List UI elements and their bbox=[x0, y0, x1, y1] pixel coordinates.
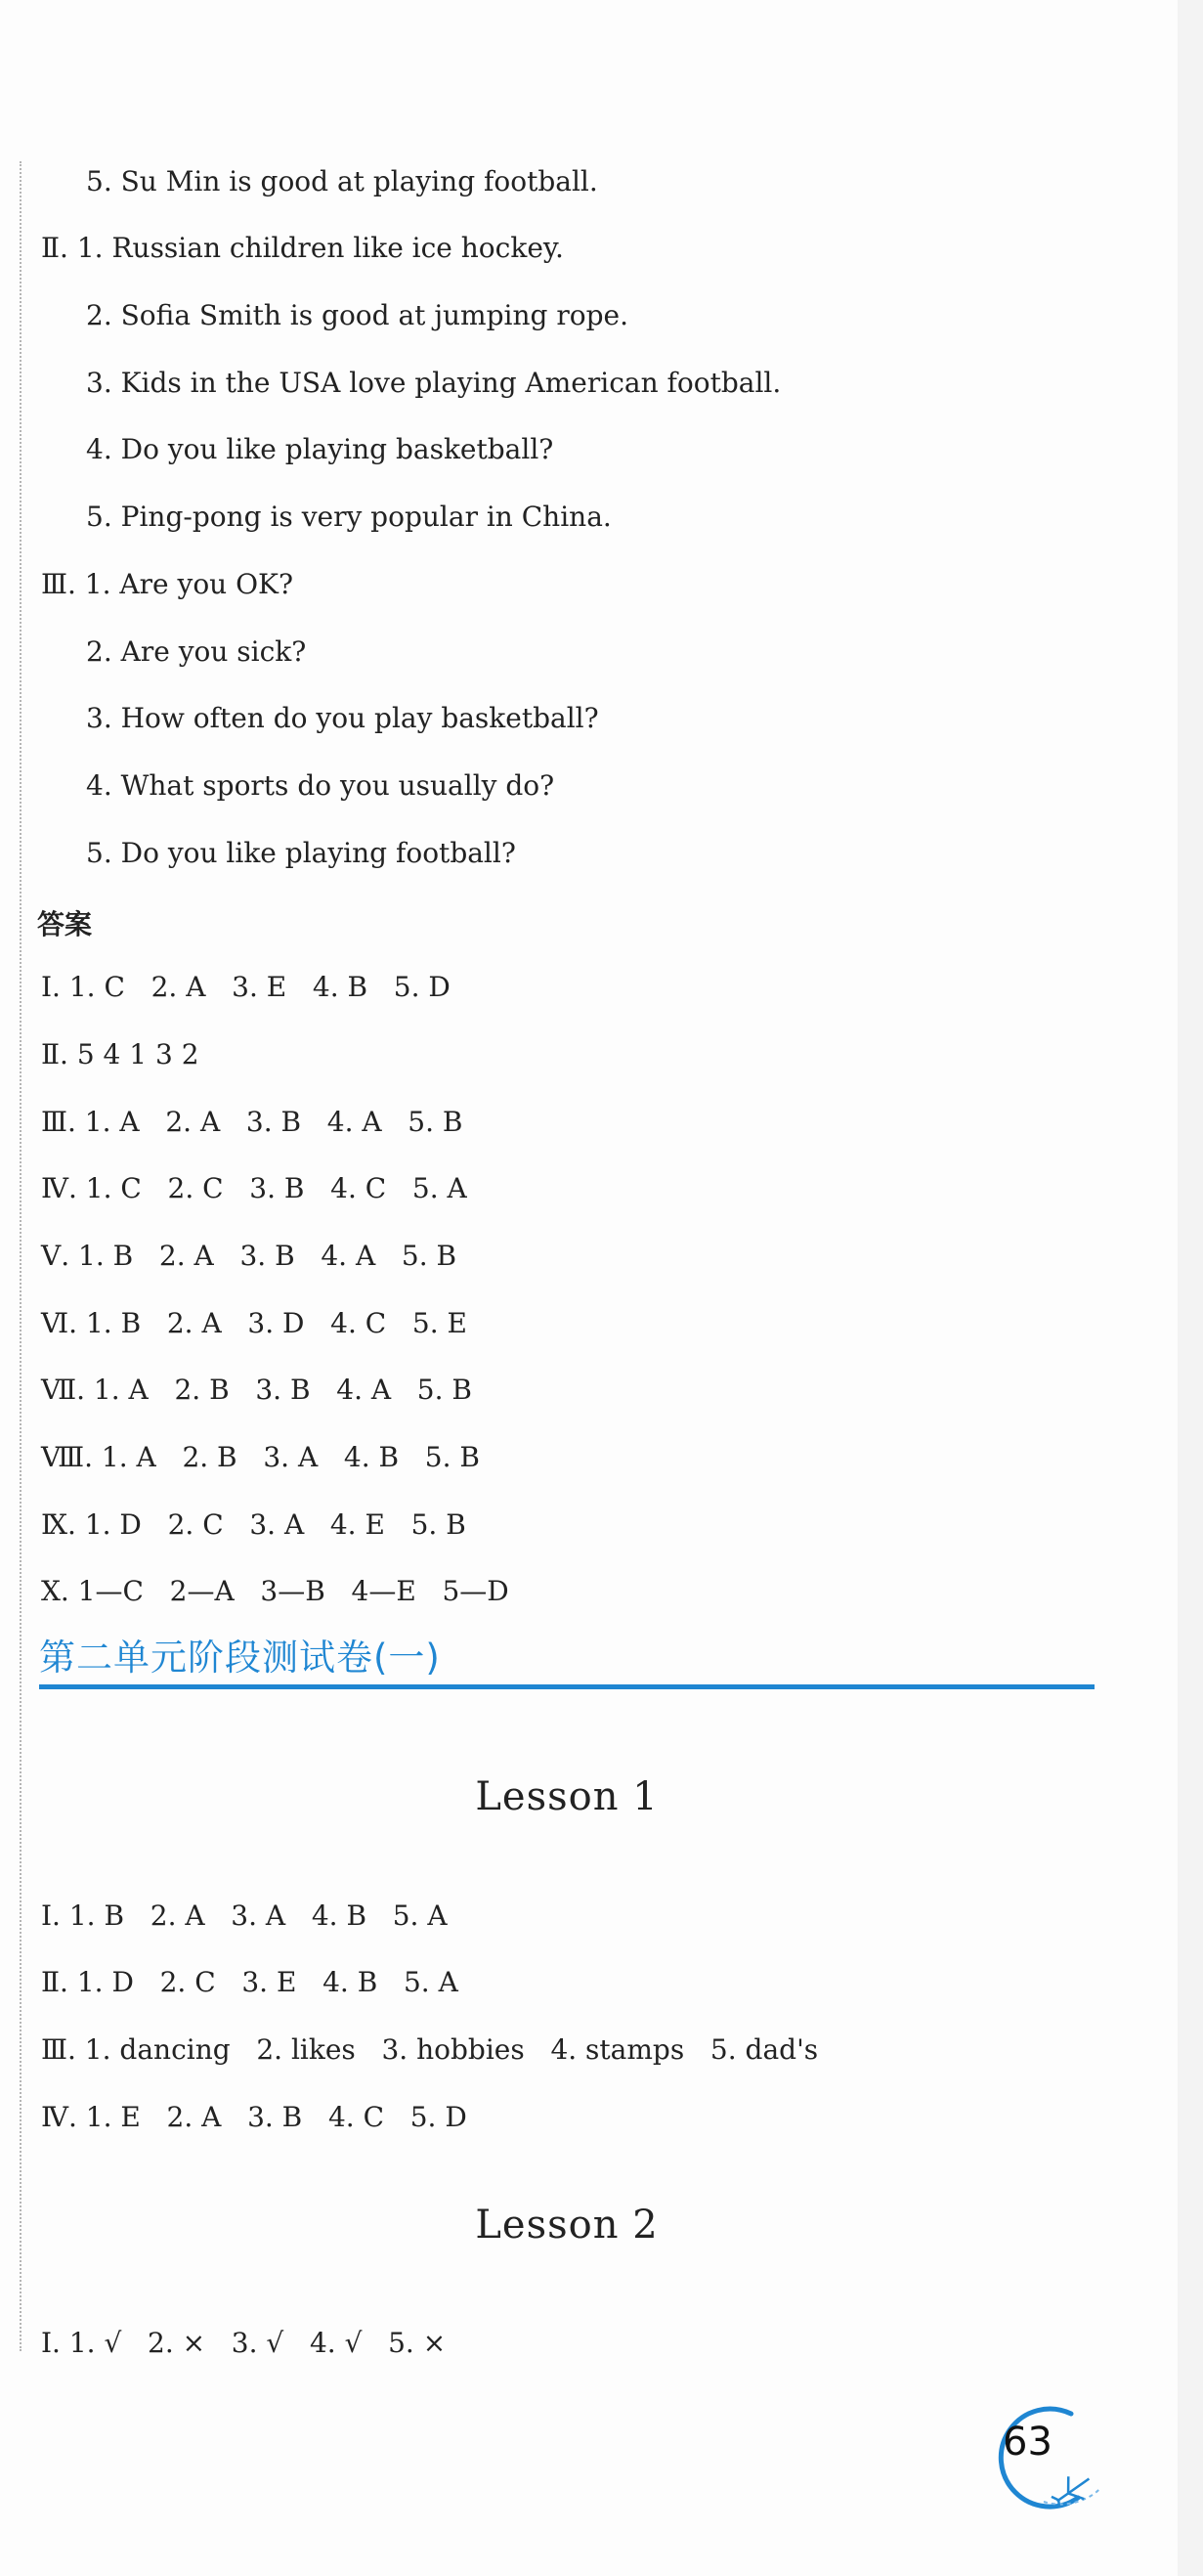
listening-line: 3. How often do you play basketball? bbox=[86, 702, 599, 734]
answer-line: Ⅲ. 1. dancing 2. likes 3. hobbies 4. stamps 5. dad's bbox=[41, 2033, 819, 2066]
section-title: 第二单元阶段测试卷(一) bbox=[39, 1637, 441, 1679]
lesson-1-title: Lesson 1 bbox=[475, 1774, 659, 1819]
listening-line: 4. What sports do you usually do? bbox=[86, 769, 555, 802]
answer-line: Ⅰ. 1. B 2. A 3. A 4. B 5. A bbox=[41, 1899, 448, 1932]
answer-line: Ⅱ. 5 4 1 3 2 bbox=[41, 1038, 199, 1070]
listening-line: Ⅱ. 1. Russian children like ice hockey. bbox=[41, 232, 564, 264]
listening-line: Ⅲ. 1. Are you OK? bbox=[41, 568, 293, 600]
answer-line: Ⅶ. 1. A 2. B 3. B 4. A 5. B bbox=[41, 1374, 472, 1406]
answer-line: Ⅰ. 1. C 2. A 3. E 4. B 5. D bbox=[41, 971, 451, 1003]
answer-line: Ⅸ. 1. D 2. C 3. A 4. E 5. B bbox=[41, 1508, 466, 1541]
answer-line: Ⅳ. 1. E 2. A 3. B 4. C 5. D bbox=[41, 2101, 467, 2133]
answer-line: Ⅰ. 1. √ 2. × 3. √ 4. √ 5. × bbox=[41, 2327, 447, 2359]
lesson-2-title: Lesson 2 bbox=[475, 2203, 659, 2248]
page-number-badge bbox=[975, 2400, 1107, 2522]
listening-line: 4. Do you like playing basketball? bbox=[86, 433, 554, 465]
answer-line: Ⅷ. 1. A 2. B 3. A 4. B 5. B bbox=[41, 1441, 480, 1473]
answer-line: Ⅴ. 1. B 2. A 3. B 4. A 5. B bbox=[41, 1240, 457, 1272]
listening-line: 5. Do you like playing football? bbox=[86, 837, 516, 869]
listening-line: 5. Ping-pong is very popular in China. bbox=[86, 501, 612, 533]
answer-line: Ⅳ. 1. C 2. C 3. B 4. C 5. A bbox=[41, 1172, 467, 1204]
answer-line: Ⅵ. 1. B 2. A 3. D 4. C 5. E bbox=[41, 1307, 467, 1339]
answers-heading: 答案 bbox=[37, 908, 93, 940]
answer-line: Ⅹ. 1—C 2—A 3—B 4—E 5—D bbox=[41, 1575, 509, 1607]
listening-line: 2. Sofia Smith is good at jumping rope. bbox=[86, 299, 628, 331]
answer-line: Ⅱ. 1. D 2. C 3. E 4. B 5. A bbox=[41, 1966, 458, 1998]
binding-line bbox=[20, 161, 21, 2351]
answer-line: Ⅲ. 1. A 2. A 3. B 4. A 5. B bbox=[41, 1106, 463, 1138]
listening-line: 3. Kids in the USA love playing American football. bbox=[86, 367, 782, 399]
listening-line: 5. Su Min is good at playing football. bbox=[86, 165, 598, 197]
section-rule bbox=[39, 1684, 1095, 1689]
listening-line: 2. Are you sick? bbox=[86, 635, 307, 668]
page-number: 63 bbox=[1003, 2420, 1053, 2465]
